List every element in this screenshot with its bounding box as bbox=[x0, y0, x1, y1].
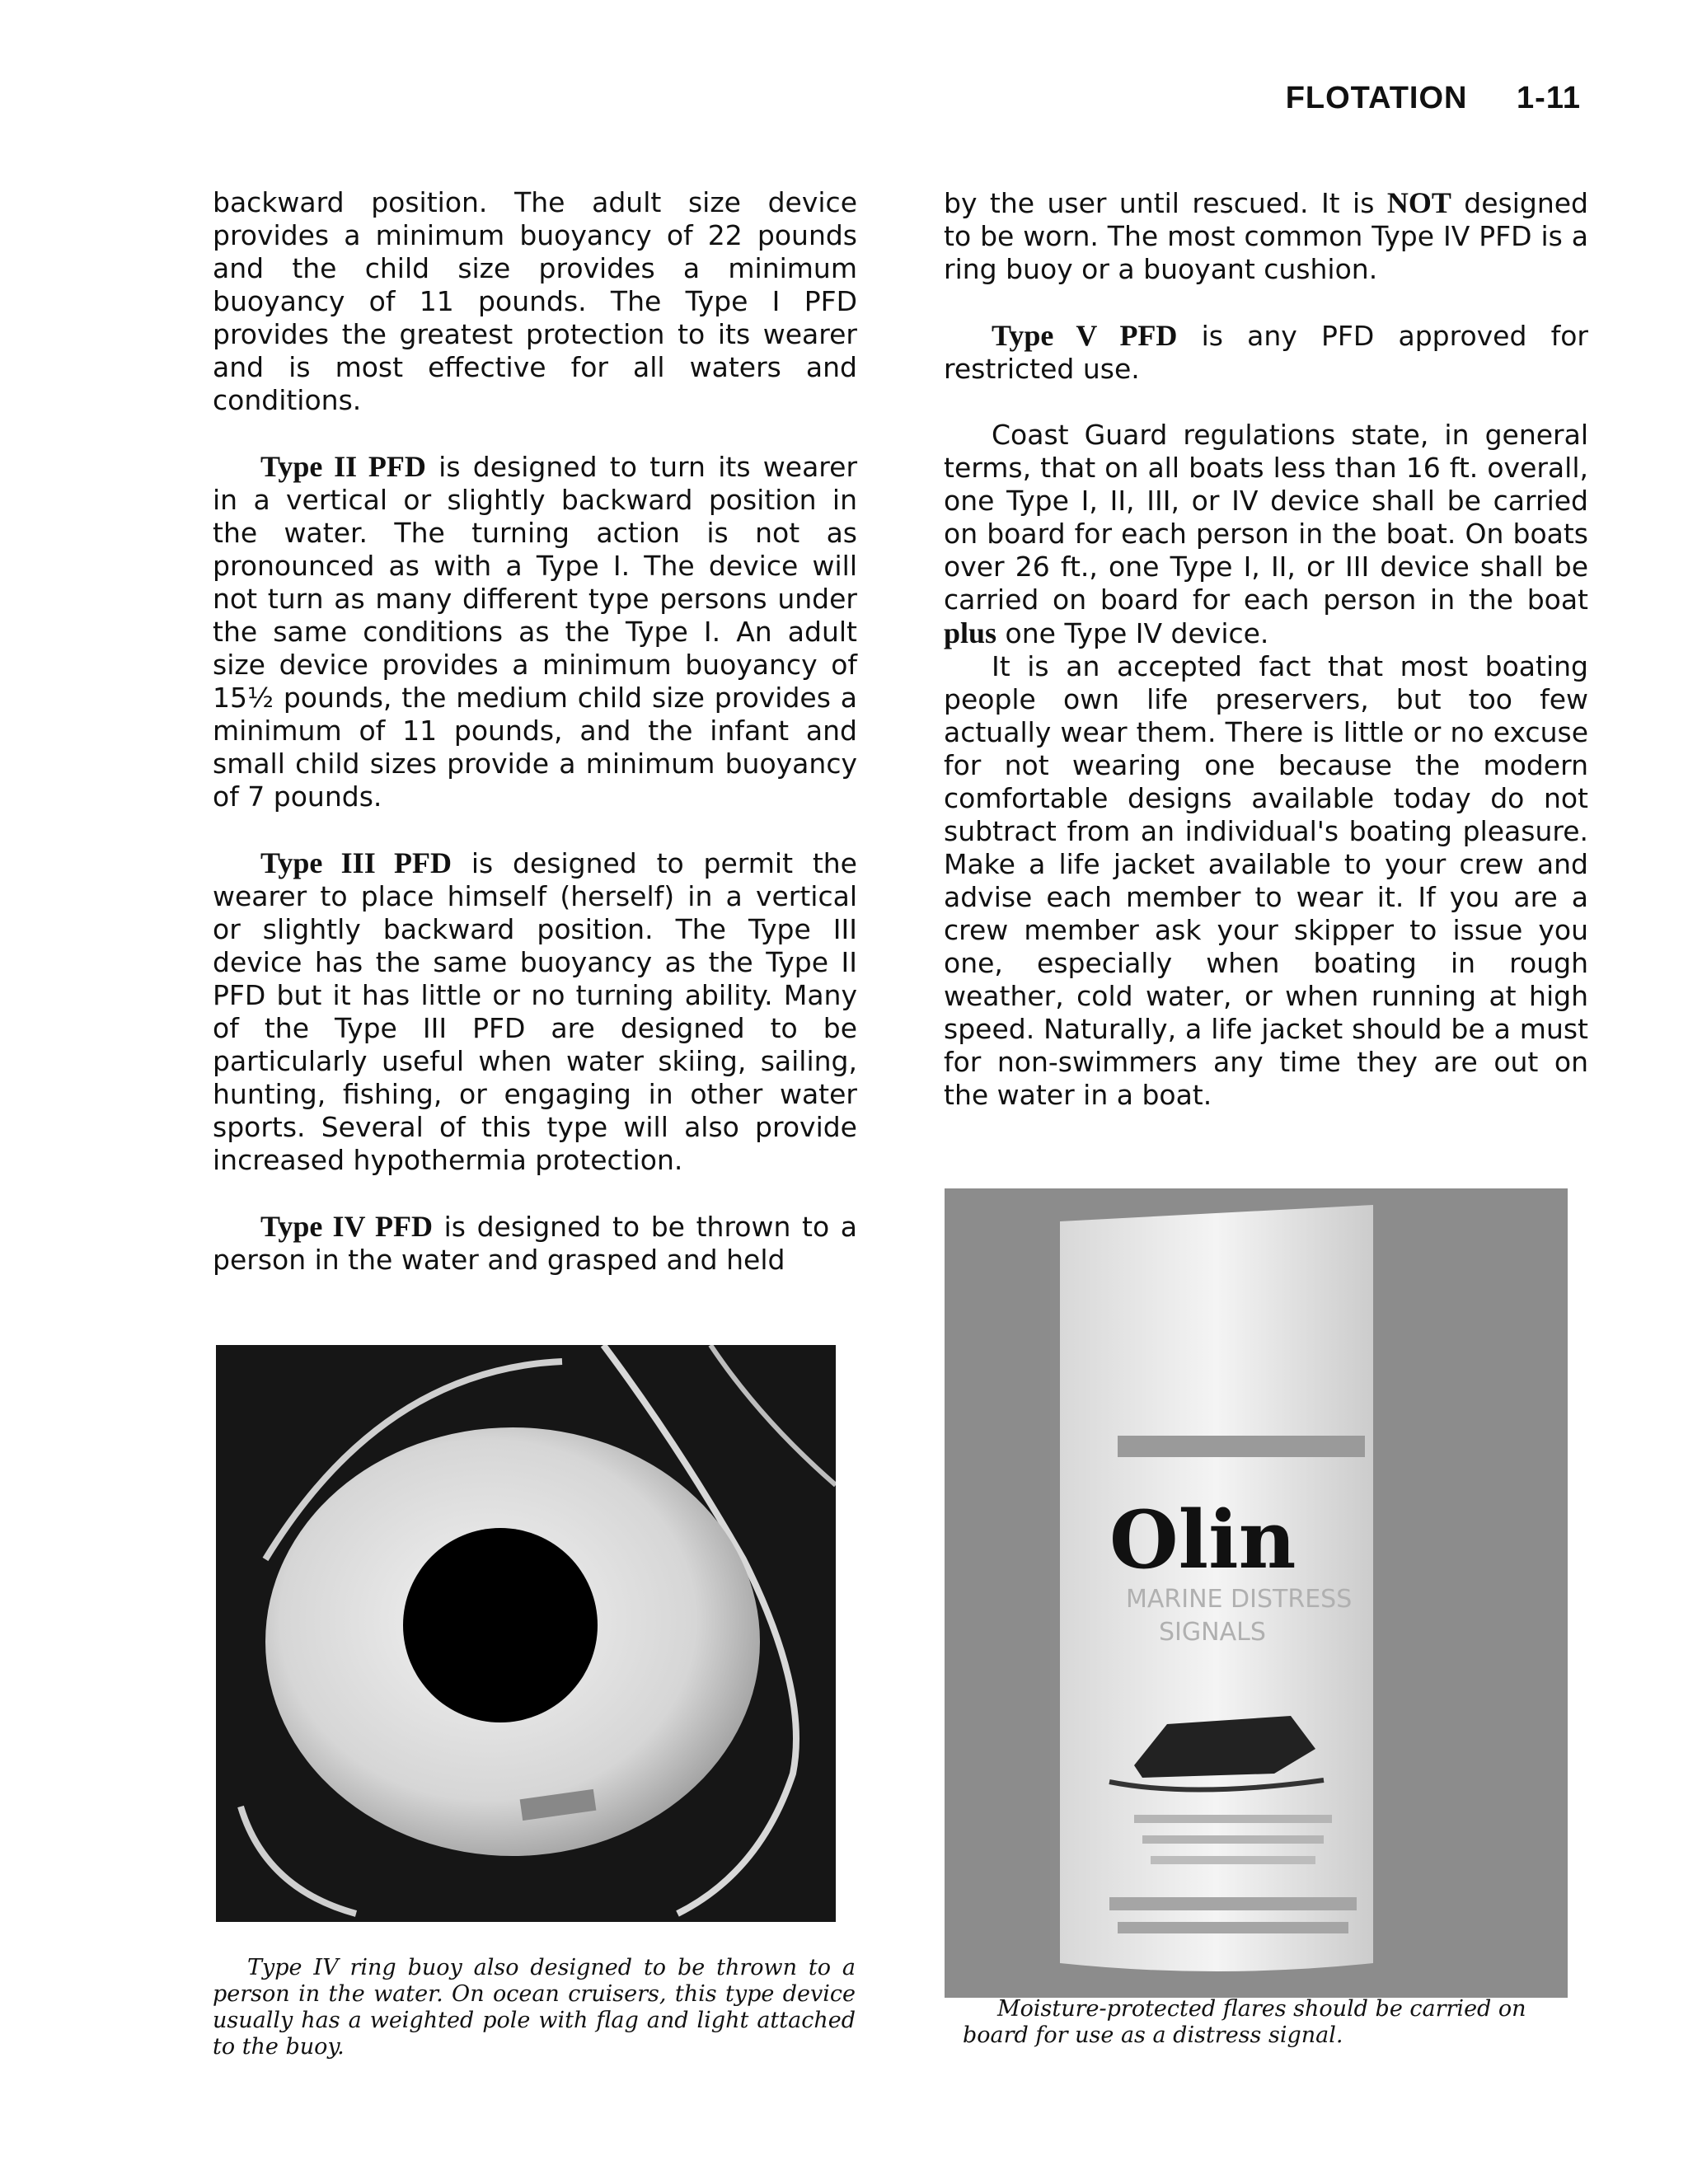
type3-label: Type III PFD bbox=[260, 846, 452, 879]
text-run: one Type IV device. bbox=[996, 617, 1269, 649]
type5-text: is any PFD approved for restricted use. bbox=[944, 320, 1588, 385]
not-emphasis: NOT bbox=[1386, 186, 1451, 219]
type4-label: Type IV PFD bbox=[260, 1210, 433, 1243]
text-run: Coast Guard regulations state, in general terms, that on all boats less than 16 ft. overall, one Type I, II, III, or IV device shall be carried on board for each person in the boat. On boats over 26 ft., one Type I, II, or III device shall be carried on board for each person in the boat bbox=[944, 419, 1588, 616]
ring-buoy-caption bbox=[213, 1955, 856, 2060]
flares-caption-text: Moisture-protected flares should be carried on board for use as a distress signal. bbox=[963, 1996, 1526, 2048]
paragraph-type3 bbox=[213, 846, 857, 1177]
ring-buoy-caption-text: Type IV ring buoy also designed to be thrown to a person in the water. On ocean cruisers, this type device usually has a weighted pole with flag and light attached to the buoy. bbox=[213, 1955, 856, 2060]
ring-buoy-illustration bbox=[216, 1345, 836, 1922]
type4-text: is designed to be thrown to a person in the water and grasped and held bbox=[213, 1211, 857, 1276]
section-title: FLOTATION bbox=[1285, 81, 1468, 115]
flare-package-illustration bbox=[945, 1188, 1568, 1998]
page-number: 1-11 bbox=[1517, 81, 1581, 115]
running-header bbox=[1286, 81, 1581, 116]
text-run: by the user until rescued. It is bbox=[944, 187, 1387, 219]
flares-photo bbox=[945, 1188, 1568, 1998]
flares-caption bbox=[963, 1996, 1589, 2049]
paragraph-type5 bbox=[944, 319, 1588, 386]
type5-label: Type V PFD bbox=[992, 319, 1178, 352]
type2-text: is designed to turn its wearer in a vertical or slightly backward position in the water. The turning action is not as pronounced as with a Type I. The device will not turn as many different type persons under the same conditions as the Type I. An adult size device provides a minimum buoyancy of 15½ pounds, the medium child size provides a minimum of 11 pounds, and the infant and small child sizes provide a minimum buoyancy of 7 pounds. bbox=[213, 451, 858, 813]
type3-text: is designed to permit the wearer to place himself (herself) in a vertical or slightly backward position. The Type III device has the same buoyancy as the Type II PFD but it has little or no turning ability. Many of the Type III PFD are designed to be particularly useful when water skiing, sailing, hunting, fishing, or engaging in other water sports. Several of this type will also provide increased hypothermia protection. bbox=[213, 847, 857, 1176]
paragraph-type4-continued bbox=[944, 186, 1588, 286]
paragraph-wear-them: It is an accepted fact that most boating people own life preservers, but too few actually wear them. There is little or no excuse for not wearing one because the modern comfortable designs available today do not subtract from an individual's boating pleasure. Make a life jacket available to your crew and advise each member to wear it. If you are a crew member ask your skipper to issue you one, especially when boating in rough weather, cold water, or when running at high speed. Naturally, a life jacket should be a must for non-swimmers any time they are out on the water in a boat. bbox=[944, 650, 1588, 1111]
paragraph-regulations bbox=[944, 419, 1588, 650]
flare-label-line2: SIGNALS bbox=[1159, 1618, 1266, 1647]
paragraph-type4 bbox=[213, 1210, 857, 1277]
flare-brand: Olin bbox=[1109, 1493, 1296, 1586]
type2-label: Type II PFD bbox=[260, 450, 426, 483]
flare-label-line1: MARINE DISTRESS bbox=[1126, 1585, 1353, 1614]
left-column bbox=[213, 186, 857, 1310]
paragraph-type2 bbox=[213, 450, 857, 813]
ring-buoy-photo bbox=[216, 1345, 836, 1922]
plus-emphasis: plus bbox=[944, 616, 997, 649]
text-run: designed to be worn. The most common Type IV PFD is a ring buoy or a buoyant cushion. bbox=[944, 187, 1588, 285]
right-column bbox=[944, 186, 1588, 1145]
paragraph-type1-continued: backward position. The adult size device provides a minimum buoyancy of 22 pounds and the child size provides a minimum buoyancy of 11 pounds. The Type I PFD provides the greatest protection to its wearer and is most effective for all waters and conditions. bbox=[213, 186, 857, 416]
